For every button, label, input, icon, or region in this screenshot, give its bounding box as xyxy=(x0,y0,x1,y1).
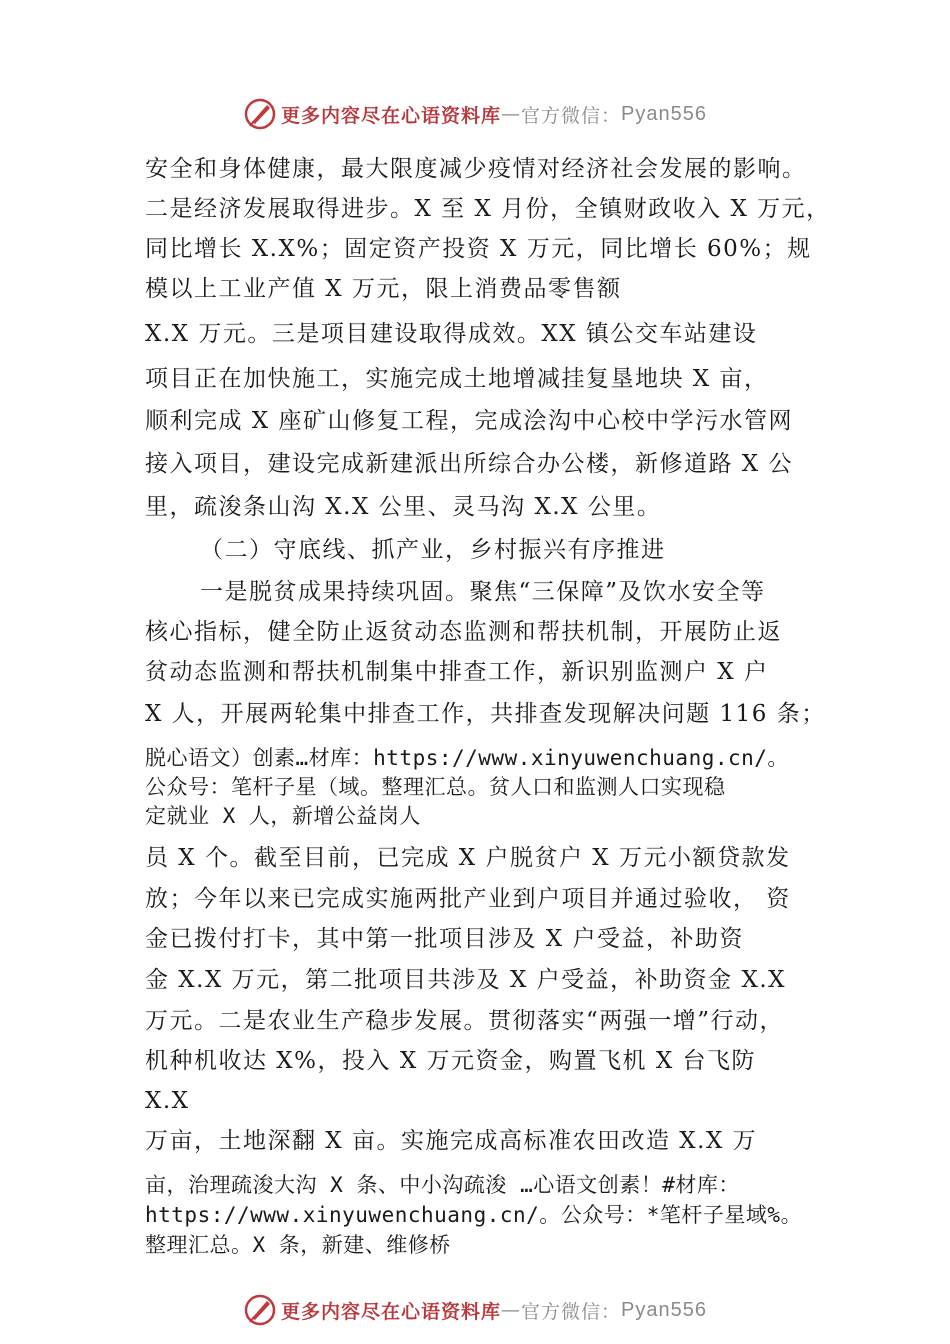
text-line: 万亩，土地深翻 X 亩。实施完成高标准农田改造 X.X 万 xyxy=(145,1128,758,1154)
banner-brand: 更多内容尽在心语资料库 xyxy=(281,104,502,127)
text-line: 同比增长 X.X%；固定资产投资 X 万元，同比增长 60%；规 xyxy=(145,236,812,262)
header-watermark-banner xyxy=(0,94,950,134)
text-line: 模以上工业产值 X 万元，限上消费品零售额 xyxy=(145,276,622,302)
text-line: 员 X 个。截至目前，已完成 X 户脱贫户 X 万元小额贷款发 xyxy=(145,845,791,871)
quill-logo-icon xyxy=(243,97,277,131)
text-line: 安全和身体健康，最大限度减少疫情对经济社会发展的影响。 xyxy=(145,156,807,182)
banner-account: Pyan556 xyxy=(621,102,707,125)
watermark-text-line: 公众号：笔杆子星（域。整理汇总。贫人口和监测人口实现稳 xyxy=(145,775,726,799)
text-line: 接入项目，建设完成新建派出所综合办公楼，新修道路 X 公 xyxy=(145,451,793,477)
text-line: 机种机收达 X%，投入 X 万元资金，购置飞机 X 台飞防 xyxy=(145,1048,757,1074)
text-line: 一是脱贫成果持续巩固。聚焦“三保障”及饮水安全等 xyxy=(200,579,766,605)
text-line: 金已拨付打卡，其中第一批项目涉及 X 户受益，补助资 xyxy=(145,926,744,952)
banner-dash: — xyxy=(501,103,522,125)
text-line: X.X xyxy=(145,1088,190,1114)
text-line: 里，疏浚条山沟 X.X 公里、灵马沟 X.X 公里。 xyxy=(145,494,662,520)
text-line: 核心指标，健全防止返贫动态监测和帮扶机制，开展防止返 xyxy=(145,619,782,645)
text-line: X.X 万元。三是项目建设取得成效。XX 镇公交车站建设 xyxy=(145,321,758,347)
quill-logo-icon xyxy=(243,1293,277,1327)
text-line: 万元。二是农业生产稳步发展。贯彻落实“两强一增”行动， xyxy=(145,1008,785,1034)
banner-account: Pyan556 xyxy=(621,1298,707,1321)
text-line: X 人，开展两轮集中排查工作，共排查发现解决问题 116 条； xyxy=(145,701,826,727)
text-line: 二是经济发展取得进步。X 至 X 月份，全镇财政收入 X 万元， xyxy=(145,196,831,222)
banner-official-label: 官方微信： xyxy=(521,1300,622,1323)
text-line: 定就业 X 人，新增公益岗人 xyxy=(145,804,421,828)
watermark-text-line: 脱心语文）创素…材库：https://www.xinyuwenchuang.cn/。 xyxy=(145,746,789,770)
watermark-text-line: https://www.xinyuwenchuang.cn/。公众号：*笔杆子星域%。 xyxy=(145,1203,803,1227)
footer-watermark-banner xyxy=(0,1290,950,1330)
text-line: 顺利完成 X 座矿山修复工程，完成浍沟中心校中学污水管网 xyxy=(145,408,793,434)
text-line: 整理汇总。X 条，新建、维修桥 xyxy=(145,1233,451,1257)
text-line: 贫动态监测和帮扶机制集中排查工作，新识别监测户 X 户 xyxy=(145,659,769,685)
text-line: 金 X.X 万元，第二批项目共涉及 X 户受益，补助资金 X.X xyxy=(145,967,787,993)
watermark-text-line: 亩，治理疏浚大沟 X 条、中小沟疏浚 …心语文创素！#材库： xyxy=(145,1173,740,1197)
section-heading: （二）守底线、抓产业，乡村振兴有序推进 xyxy=(200,537,666,563)
banner-dash: — xyxy=(501,1299,522,1321)
text-line: 放；今年以来已完成实施两批产业到户项目并通过验收， 资 xyxy=(145,886,791,912)
banner-brand: 更多内容尽在心语资料库 xyxy=(281,1300,502,1323)
text-line: 项目正在加快施工，实施完成土地增减挂复垦地块 X 亩， xyxy=(145,366,769,392)
banner-official-label: 官方微信： xyxy=(521,104,622,127)
